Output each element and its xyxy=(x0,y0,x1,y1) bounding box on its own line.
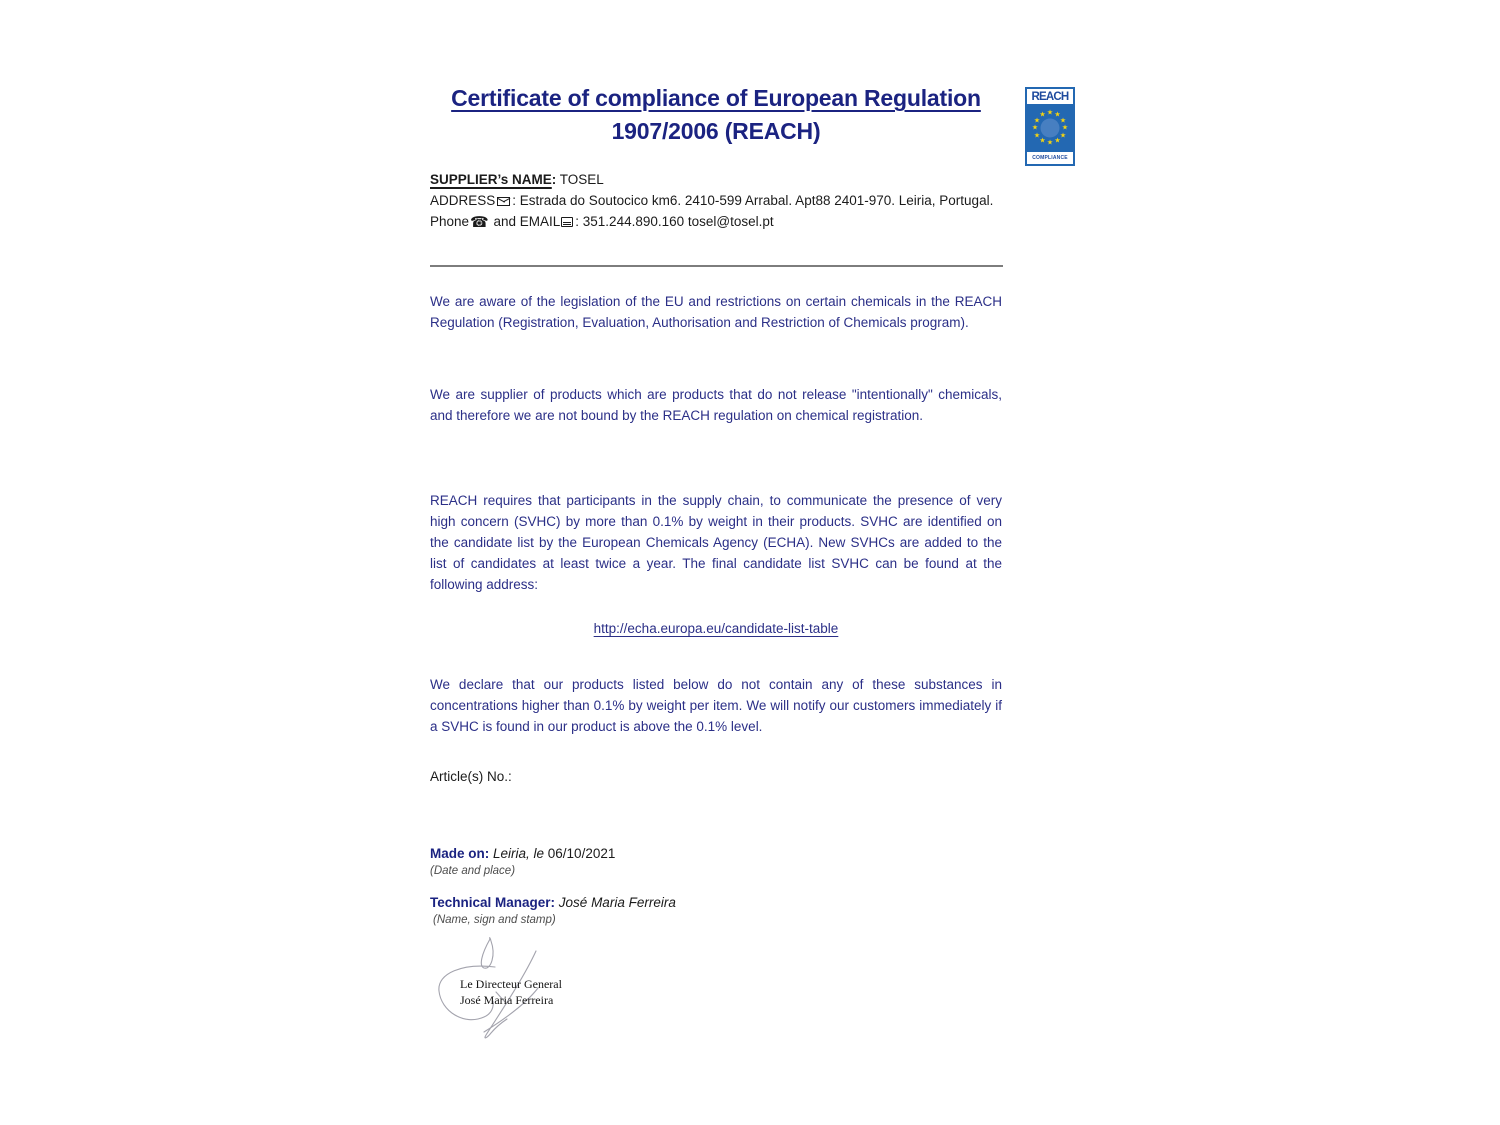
supplier-address-line xyxy=(430,190,1002,211)
address-value: : Estrada do Soutocico km6. 2410-599 Arrabal. Apt88 2401-970. Leiria, Portugal. xyxy=(512,193,994,208)
paragraph-awareness: We are aware of the legislation of the EU and restrictions on certain chemicals in the REACH Regulation (Registration, Evaluation, Authorisation and Restriction of Chemicals program). xyxy=(430,294,1002,330)
eu-star-icon: ★ xyxy=(1046,139,1054,147)
phone-label: Phone xyxy=(430,214,470,229)
separator-rule xyxy=(430,265,1003,267)
phone-icon: ☎ xyxy=(470,214,489,231)
reach-compliance-logo xyxy=(1025,87,1075,166)
envelope-icon xyxy=(497,197,510,206)
eu-star-icon: ★ xyxy=(1033,117,1041,124)
email-label: and EMAIL xyxy=(489,214,561,229)
logo-center-disc xyxy=(1041,119,1060,138)
page-title-line1: Certificate of compliance of European Regulation xyxy=(451,85,981,111)
signature-typed-name xyxy=(460,976,562,1008)
computer-icon xyxy=(561,217,573,227)
paragraph-svhc: REACH requires that participants in the supply chain, to communicate the presence of very high concern (SVHC) by more than 0.1% by weight in their products. SVHC are identified on the candidate list by the European Chemicals Agency (ECHA). New SVHCs are added to the list of candidates at least twice a year. The final candidate list SVHC can be found at the following address: xyxy=(430,493,1002,592)
eu-star-icon: ★ xyxy=(1054,111,1061,119)
paragraph-declaration: We declare that our products listed below do not contain any of these substances in concentrations higher than 0.1% by weight per item. We will notify our customers immediately if a SVHC is found in our product is above the 0.1% level. xyxy=(430,677,1002,734)
supplier-name-line xyxy=(430,169,1002,190)
eu-star-icon: ★ xyxy=(1039,111,1046,119)
supplier-contact-line xyxy=(430,211,1002,233)
eu-star-icon: ★ xyxy=(1031,124,1039,132)
technical-manager-name: José Maria Ferreira xyxy=(555,895,676,910)
page-title-line2: 1907/2006 (REACH) xyxy=(611,118,821,144)
articles-label: Article(s) No.: xyxy=(430,769,512,784)
name-sign-stamp-caption: (Name, sign and stamp) xyxy=(433,914,556,926)
eu-star-icon: ★ xyxy=(1054,137,1061,145)
date-place-caption: (Date and place) xyxy=(430,865,516,877)
eu-star-icon: ★ xyxy=(1033,132,1041,139)
eu-star-icon: ★ xyxy=(1059,132,1067,139)
paragraph-supplier-status: We are supplier of products which are products that do not release "intentionally" chemicals, and therefore we are not bound by the REACH regulation on chemical registration. xyxy=(430,387,1002,423)
made-on-line xyxy=(430,843,1002,864)
eu-star-icon: ★ xyxy=(1059,117,1067,124)
signature-name: José Maria Ferreira xyxy=(460,993,554,1007)
page-title xyxy=(430,82,1002,148)
supplier-name-label: SUPPLIER’s NAME xyxy=(430,172,552,187)
eu-star-icon: ★ xyxy=(1061,124,1069,132)
made-on-label: Made on: xyxy=(430,846,490,861)
reach-logo-caption: COMPLIANCE xyxy=(1027,150,1073,164)
eu-star-icon: ★ xyxy=(1039,137,1046,145)
technical-manager-line xyxy=(430,892,1002,913)
eu-stars-field xyxy=(1027,106,1073,150)
address-label: ADDRESS xyxy=(430,193,496,208)
contact-value: : 351.244.890.160 tosel@tosel.pt xyxy=(575,214,774,229)
technical-manager-label: Technical Manager: xyxy=(430,895,556,910)
signature-title: Le Directeur General xyxy=(460,977,562,991)
supplier-block xyxy=(430,169,1002,233)
eu-star-icon: ★ xyxy=(1046,109,1054,117)
candidate-list-link[interactable]: http://echa.europa.eu/candidate-list-table xyxy=(593,621,839,636)
candidate-list-link-row xyxy=(430,618,1002,639)
made-on-place: Leiria, le xyxy=(489,846,548,861)
reach-logo-wordmark: REACH xyxy=(1027,89,1073,106)
supplier-name-value: TOSEL xyxy=(556,172,604,187)
made-on-date: 06/10/2021 xyxy=(547,846,616,861)
supplier-name-colon: : xyxy=(551,172,557,187)
